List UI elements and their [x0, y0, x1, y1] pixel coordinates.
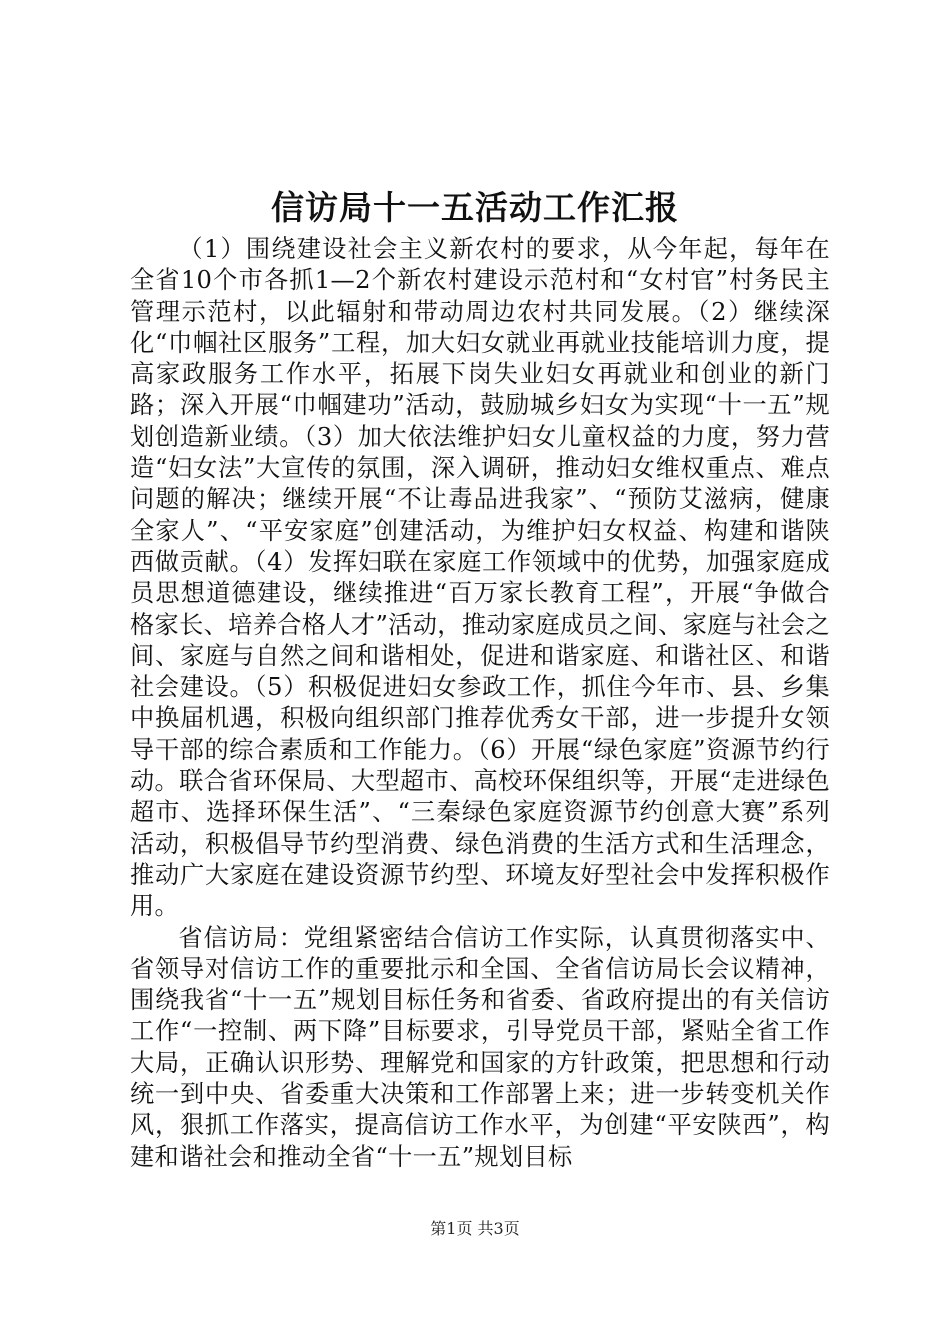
- page-number-footer: 第1页 共3页: [430, 1219, 520, 1238]
- document-body: [130, 234, 830, 1173]
- paragraph-women-federation: （1）围绕建设社会主义新农村的要求，从今年起，每年在全省10个市各抓1—2个新农村建设示范村和“女村官”村务民主管理示范村，以此辐射和带动周边农村共同发展。（2）继续深化“巾帼社区服务”工程，加大妇女就业再就业技能培训力度，提高家政服务工作水平，拓展下岗失业妇女再就业和创业的新门路；深入开展“巾帼建功”活动，鼓励城乡妇女为实现“十一五”规划创造新业绩。（3）加大依法维护妇女儿童权益的力度，努力营造“妇女法”大宣传的氛围，深入调研，推动妇女维权重点、难点问题的解决；继续开展“不让毒品进我家”、“预防艾滋病，健康全家人”、“平安家庭”创建活动，为维护妇女权益、构建和谐陕西做贡献。（4）发挥妇联在家庭工作领域中的优势，加强家庭成员思想道德建设，继续推进“百万家长教育工程”，开展“争做合格家长、培养合格人才”活动，推动家庭成员之间、家庭与社会之间、家庭与自然之间和谐相处，促进和谐家庭、和谐社区、和谐社会建设。（5）积极促进妇女参政工作，抓住今年市、县、乡集中换届机遇，积极向组织部门推荐优秀女干部，进一步提升女领导干部的综合素质和工作能力。（6）开展“绿色家庭”资源节约行动。联合省环保局、大型超市、高校环保组织等，开展“走进绿色超市、选择环保生活”、“三秦绿色家庭资源节约创意大赛”系列活动，积极倡导节约型消费、绿色消费的生活方式和生活理念，推动广大家庭在建设资源节约型、环境友好型社会中发挥积极作用。: [130, 235, 830, 921]
- paragraph-petition-bureau: 省信访局：党组紧密结合信访工作实际，认真贯彻落实中、省领导对信访工作的重要批示和全国、全省信访局长会议精神，围绕我省“十一五”规划目标任务和省委、省政府提出的有关信访工作“一控制、两下降”目标要求，引导党员干部，紧贴全省工作大局，正确认识形势、理解党和国家的方针政策，把思想和行动统一到中央、省委重大决策和工作部署上来；进一步转变机关作风，狠抓工作落实，提高信访工作水平，为创建“平安陕西”，构建和谐社会和推动全省“十一五”规划目标: [130, 923, 830, 1171]
- document-title: 信访局十一五活动工作汇报: [271, 188, 679, 227]
